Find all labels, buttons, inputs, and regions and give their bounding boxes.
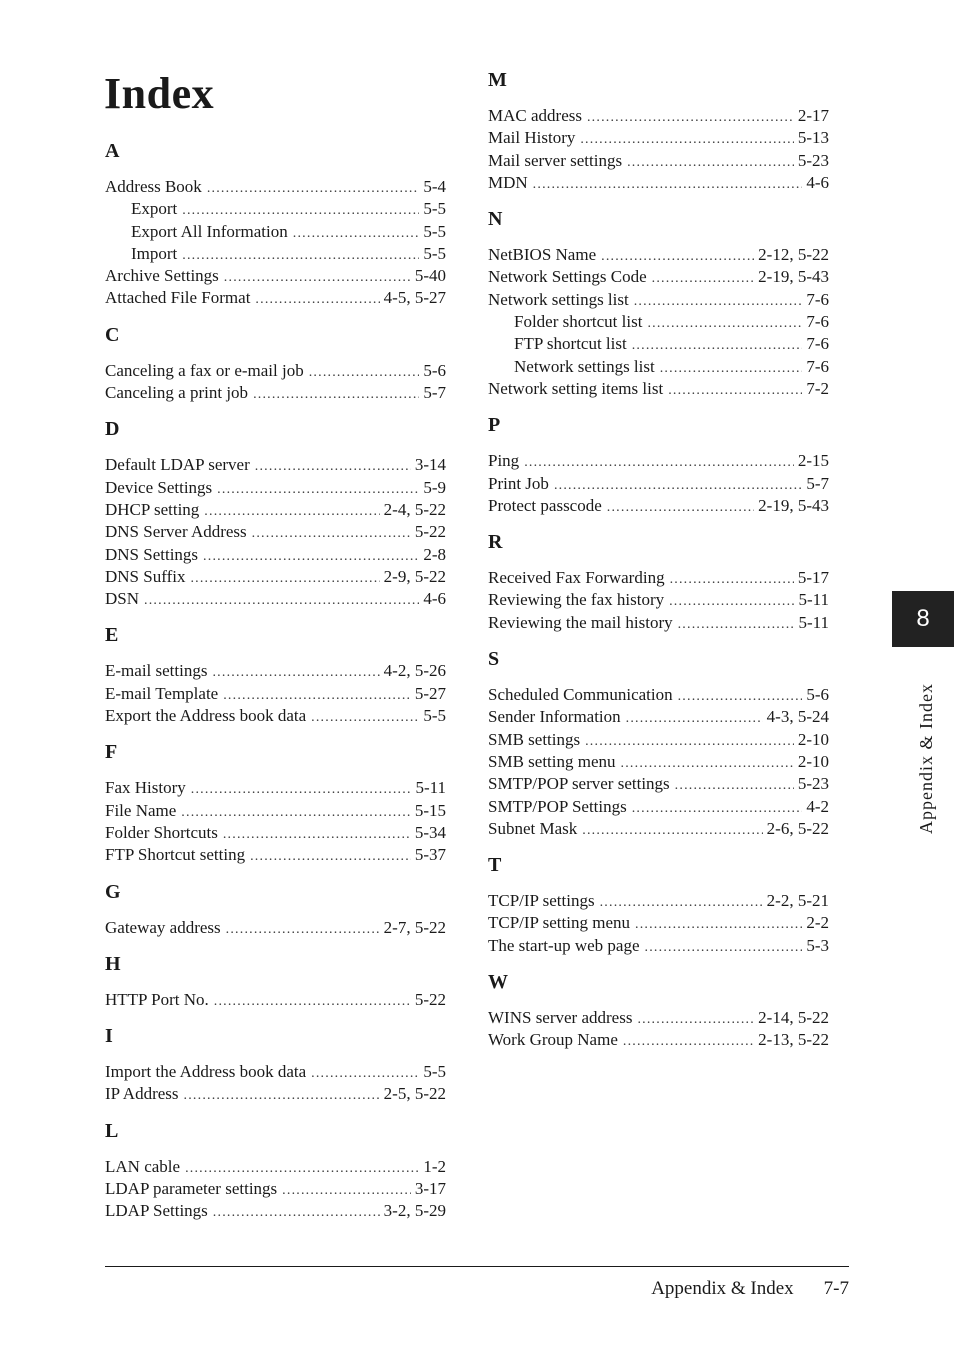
dot-leader [182, 200, 419, 220]
entry-page-ref: 5-11 [415, 778, 446, 798]
index-entries [105, 1061, 446, 1106]
section-letter: G [105, 880, 121, 903]
index-entries [488, 1007, 829, 1052]
entry-page-ref: 4-2, 5-26 [383, 661, 446, 681]
index-entry [105, 777, 446, 799]
section-letter: N [488, 208, 503, 231]
index-entry [488, 1029, 829, 1051]
entry-page-ref: 5-11 [798, 590, 829, 610]
entry-page-ref: 5-40 [414, 266, 446, 286]
dot-leader [582, 820, 762, 840]
index-entry [105, 544, 446, 566]
dot-leader [621, 753, 794, 773]
index-section-f [105, 741, 446, 866]
index-section-g [105, 881, 446, 939]
entry-page-ref: 5-5 [423, 243, 446, 263]
dot-leader [635, 914, 802, 934]
section-letter: M [488, 69, 507, 91]
entry-page-ref: 5-11 [798, 612, 829, 632]
entry-term: Archive Settings [105, 266, 219, 286]
index-entry [105, 521, 446, 543]
entry-term: Attached File Format [105, 288, 251, 308]
index-entry [105, 660, 446, 682]
index-entry [488, 773, 829, 795]
section-letter: E [105, 624, 119, 647]
entry-term: Canceling a print job [105, 383, 249, 403]
index-entry [488, 567, 829, 589]
entry-term: MDN [488, 172, 528, 192]
entry-page-ref: 5-27 [414, 683, 446, 703]
entry-page-ref: 5-5 [423, 706, 446, 726]
entry-term: Reviewing the fax history [488, 590, 665, 610]
dot-leader [634, 291, 803, 311]
index-entry [488, 684, 829, 706]
entry-page-ref: 5-23 [797, 774, 829, 794]
section-letter: H [105, 952, 121, 975]
index-section-n [488, 208, 829, 400]
section-letter: I [105, 1025, 113, 1048]
entry-term: Network setting items list [488, 378, 664, 398]
index-entry [105, 705, 446, 727]
entry-page-ref: 5-17 [797, 568, 829, 588]
entry-page-ref: 2-2, 5-21 [766, 891, 829, 911]
entry-term: The start-up web page [488, 935, 640, 955]
entry-term: Subnet Mask [488, 818, 578, 838]
entry-term: Mail server settings [488, 150, 623, 170]
index-entry [105, 800, 446, 822]
entry-page-ref: 2-10 [797, 751, 829, 771]
entry-term: SMB setting menu [488, 751, 616, 771]
index-entry [105, 844, 446, 866]
dot-leader [182, 245, 419, 265]
entry-page-ref: 2-19, 5-43 [758, 495, 829, 515]
index-entries [488, 567, 829, 634]
index-section-a [105, 140, 446, 310]
entry-page-ref: 2-9, 5-22 [383, 566, 446, 586]
index-entry [105, 360, 446, 382]
entry-term: DSN [105, 589, 140, 609]
entry-page-ref: 2-17 [797, 106, 829, 125]
index-section-l [105, 1120, 446, 1223]
dot-leader [282, 1180, 411, 1200]
entry-term: Received Fax Forwarding [488, 568, 665, 588]
entry-term: Export All Information [131, 221, 288, 241]
entry-page-ref: 5-23 [797, 150, 829, 170]
entry-term: Network Settings Code [488, 267, 647, 287]
index-subentry [105, 243, 446, 265]
entry-page-ref: 4-6 [423, 589, 446, 609]
index-entries [105, 176, 446, 310]
dot-leader [678, 686, 803, 706]
section-letter: F [105, 741, 118, 764]
entry-page-ref: 7-6 [806, 356, 829, 376]
entry-term: Address Book [105, 177, 202, 196]
entry-page-ref: 5-7 [806, 473, 829, 493]
index-entry [488, 266, 829, 288]
index-entry [105, 265, 446, 287]
entry-page-ref: 3-17 [414, 1179, 446, 1199]
entry-term: LDAP Settings [105, 1201, 208, 1221]
entry-term: Fax History [105, 778, 186, 798]
dot-leader [660, 358, 803, 378]
entry-page-ref: 4-3, 5-24 [766, 707, 829, 727]
index-entry [105, 287, 446, 309]
entry-term: E-mail settings [105, 661, 208, 681]
entry-page-ref: 4-2 [806, 796, 829, 816]
section-letter: T [488, 854, 502, 877]
index-entry [488, 105, 829, 127]
entry-term: Import [131, 243, 178, 263]
index-entries [105, 1156, 446, 1223]
entry-term: WINS server address [488, 1008, 633, 1028]
index-entries [488, 890, 829, 957]
dot-leader [678, 614, 795, 634]
index-entry [105, 382, 446, 404]
chapter-tab [892, 591, 954, 647]
index-subentry [105, 198, 446, 220]
index-entries [105, 660, 446, 727]
entry-term: Reviewing the mail history [488, 612, 673, 632]
entry-page-ref: 2-12, 5-22 [758, 245, 829, 265]
dot-leader [213, 1202, 380, 1222]
dot-leader [204, 501, 379, 521]
chapter-tab-number: 8 [916, 605, 930, 632]
index-entry [488, 890, 829, 912]
dot-leader [181, 802, 411, 822]
entry-page-ref: 5-9 [423, 477, 446, 497]
dot-leader [554, 475, 802, 495]
dot-leader [524, 452, 794, 472]
entry-page-ref: 5-13 [797, 128, 829, 148]
entry-term: Gateway address [105, 917, 221, 937]
section-letter: A [105, 140, 120, 162]
dot-leader [224, 267, 411, 287]
dot-leader [311, 707, 419, 727]
entry-page-ref: 5-22 [414, 989, 446, 1009]
dot-leader [309, 362, 420, 382]
index-entry [105, 454, 446, 476]
index-subentry [488, 311, 829, 333]
footer-section-title: Appendix & Index [651, 1278, 794, 1299]
entry-page-ref: 7-6 [806, 334, 829, 354]
index-entries [488, 450, 829, 517]
entry-page-ref: 5-3 [806, 935, 829, 955]
entry-term: DNS Settings [105, 544, 199, 564]
entry-term: LDAP parameter settings [105, 1179, 278, 1199]
index-entry [488, 450, 829, 472]
index-entries [105, 777, 446, 866]
entry-term: MAC address [488, 106, 582, 125]
dot-leader [607, 497, 754, 517]
index-section-d [105, 418, 446, 610]
index-entry [105, 588, 446, 610]
index-entry [105, 1061, 446, 1083]
entry-term: Export the Address book data [105, 706, 307, 726]
index-entry [105, 989, 446, 1011]
dot-leader [253, 384, 419, 404]
entry-term: Device Settings [105, 477, 213, 497]
index-section-e [105, 624, 446, 727]
index-section-m [488, 69, 829, 194]
entry-page-ref: 2-2 [806, 913, 829, 933]
entry-term: Folder shortcut list [514, 312, 643, 332]
entry-term: FTP Shortcut setting [105, 845, 246, 865]
index-entry [105, 917, 446, 939]
index-entry [488, 729, 829, 751]
entry-term: TCP/IP setting menu [488, 913, 630, 933]
index-entries [488, 105, 829, 194]
index-section-i [105, 1025, 446, 1106]
entry-term: DHCP setting [105, 499, 200, 519]
index-entries [105, 917, 446, 939]
dot-leader [223, 824, 411, 844]
index-entry [105, 176, 446, 198]
entry-page-ref: 5-5 [423, 199, 446, 219]
dot-leader [217, 479, 419, 499]
entry-term: SMB settings [488, 729, 581, 749]
index-section-t [488, 854, 829, 957]
index-column-right [488, 69, 829, 1066]
entry-page-ref: 5-6 [806, 685, 829, 705]
index-subentry [488, 356, 829, 378]
entry-term: DNS Server Address [105, 522, 247, 542]
dot-leader [669, 591, 794, 611]
index-subentry [488, 333, 829, 355]
dot-leader [255, 456, 411, 476]
index-entry [105, 822, 446, 844]
dot-leader [214, 991, 411, 1011]
entry-page-ref: 2-14, 5-22 [758, 1008, 829, 1028]
section-letter: L [105, 1119, 119, 1142]
entry-term: Ping [488, 451, 520, 471]
index-section-r [488, 531, 829, 634]
index-section-s [488, 648, 829, 840]
footer-page-number: 7-7 [823, 1278, 849, 1299]
dot-leader [652, 268, 755, 288]
index-entry [488, 612, 829, 634]
entry-term: FTP shortcut list [514, 334, 627, 354]
dot-leader [600, 892, 763, 912]
dot-leader [250, 846, 411, 866]
dot-leader [626, 708, 763, 728]
entry-page-ref: 5-5 [423, 1062, 446, 1082]
dot-leader [226, 919, 380, 939]
index-entry [488, 589, 829, 611]
index-entry [488, 127, 829, 149]
index-entry [105, 499, 446, 521]
entry-term: Protect passcode [488, 495, 602, 515]
entry-page-ref: 2-6, 5-22 [766, 818, 829, 838]
index-entry [488, 289, 829, 311]
index-entry [105, 477, 446, 499]
index-entry [488, 244, 829, 266]
page-title: Index [104, 69, 215, 118]
entry-page-ref: 7-2 [806, 378, 829, 398]
dot-leader [670, 569, 794, 589]
index-entries [488, 684, 829, 840]
entry-page-ref: 4-6 [806, 172, 829, 192]
index-entry [105, 566, 446, 588]
index-entry [105, 683, 446, 705]
entry-term: Folder Shortcuts [105, 822, 218, 842]
index-entry [488, 912, 829, 934]
entry-term: Scheduled Communication [488, 685, 673, 705]
section-letter: R [488, 531, 503, 554]
dot-leader [632, 335, 803, 355]
index-entry [488, 796, 829, 818]
entry-page-ref: 5-6 [423, 360, 446, 380]
entry-term: DNS Suffix [105, 566, 186, 586]
index-entry [488, 473, 829, 495]
dot-leader [668, 380, 802, 400]
entry-page-ref: 3-2, 5-29 [383, 1201, 446, 1221]
index-entry [105, 1083, 446, 1105]
dot-leader [293, 223, 420, 243]
entry-page-ref: 5-15 [414, 800, 446, 820]
entry-page-ref: 7-6 [806, 312, 829, 332]
dot-leader [645, 937, 803, 957]
entry-term: Export [131, 199, 178, 219]
index-entry [488, 378, 829, 400]
entry-term: HTTP Port No. [105, 989, 209, 1009]
entry-page-ref: 5-4 [423, 177, 446, 196]
dot-leader [675, 775, 794, 795]
entry-term: SMTP/POP server settings [488, 774, 670, 794]
index-entry [488, 751, 829, 773]
entry-page-ref: 2-4, 5-22 [383, 499, 446, 519]
index-section-w [488, 971, 829, 1052]
entry-term: Network settings list [514, 356, 655, 376]
entry-page-ref: 5-37 [414, 845, 446, 865]
entry-term: Mail History [488, 128, 576, 148]
chapter-side-label: Appendix & Index [916, 683, 936, 834]
index-entry [105, 1200, 446, 1222]
section-letter: W [488, 971, 508, 994]
entry-page-ref: 2-8 [423, 544, 446, 564]
dot-leader [203, 546, 419, 566]
entry-term: Sender Information [488, 707, 621, 727]
dot-leader [212, 662, 379, 682]
page-footer [560, 1278, 849, 1300]
index-entry [488, 818, 829, 840]
entry-term: E-mail Template [105, 683, 219, 703]
index-column-left [105, 140, 446, 1237]
dot-leader [601, 246, 754, 266]
dot-leader [190, 568, 379, 588]
entry-term: Print Job [488, 473, 549, 493]
index-entry [488, 495, 829, 517]
dot-leader [311, 1063, 419, 1083]
index-entry [488, 935, 829, 957]
index-entries [488, 244, 829, 400]
dot-leader [533, 174, 803, 194]
entry-page-ref: 5-5 [423, 221, 446, 241]
entry-page-ref: 2-15 [797, 451, 829, 471]
dot-leader [255, 289, 379, 309]
dot-leader [627, 152, 794, 172]
entry-term: Work Group Name [488, 1030, 618, 1050]
entry-term: Network settings list [488, 289, 629, 309]
dot-leader [632, 798, 803, 818]
dot-leader [580, 129, 793, 149]
entry-term: NetBIOS Name [488, 245, 597, 265]
dot-leader [191, 779, 412, 799]
entry-term: File Name [105, 800, 177, 820]
index-entry [488, 706, 829, 728]
index-section-c [105, 324, 446, 405]
dot-leader [144, 590, 419, 610]
entry-page-ref: 5-7 [423, 383, 446, 403]
dot-leader [252, 523, 411, 543]
dot-leader [623, 1031, 754, 1051]
entry-term: SMTP/POP Settings [488, 796, 627, 816]
index-entry [488, 1007, 829, 1029]
index-entry [105, 1156, 446, 1178]
entry-term: Default LDAP server [105, 455, 250, 475]
entry-term: TCP/IP settings [488, 891, 595, 911]
dot-leader [185, 1158, 419, 1178]
entry-page-ref: 7-6 [806, 289, 829, 309]
entry-page-ref: 5-34 [414, 822, 446, 842]
entry-term: Canceling a fax or e-mail job [105, 360, 304, 380]
dot-leader [587, 107, 794, 127]
dot-leader [585, 731, 794, 751]
index-entry [488, 172, 829, 194]
index-entries [105, 454, 446, 610]
entry-page-ref: 2-5, 5-22 [383, 1084, 446, 1104]
dot-leader [637, 1009, 754, 1029]
entry-page-ref: 5-22 [414, 522, 446, 542]
entry-term: Import the Address book data [105, 1062, 307, 1082]
section-letter: P [488, 414, 501, 437]
dot-leader [184, 1085, 380, 1105]
index-subentry [105, 221, 446, 243]
index-section-p [488, 414, 829, 517]
section-letter: S [488, 648, 500, 671]
entry-page-ref: 2-10 [797, 729, 829, 749]
entry-page-ref: 2-19, 5-43 [758, 267, 829, 287]
index-entries [105, 989, 446, 1011]
index-entry [105, 1178, 446, 1200]
section-letter: D [105, 418, 120, 441]
dot-leader [647, 313, 802, 333]
footer-divider [105, 1266, 849, 1267]
entry-term: LAN cable [105, 1156, 181, 1176]
entry-page-ref: 2-7, 5-22 [383, 917, 446, 937]
index-section-h [105, 953, 446, 1011]
entry-page-ref: 4-5, 5-27 [383, 288, 446, 308]
entry-term: IP Address [105, 1084, 179, 1104]
entry-page-ref: 2-13, 5-22 [758, 1030, 829, 1050]
section-letter: C [105, 323, 120, 346]
index-entry [488, 150, 829, 172]
entry-page-ref: 3-14 [414, 455, 446, 475]
index-entries [105, 360, 446, 405]
entry-page-ref: 1-2 [423, 1156, 446, 1176]
dot-leader [207, 178, 420, 198]
dot-leader [223, 685, 411, 705]
